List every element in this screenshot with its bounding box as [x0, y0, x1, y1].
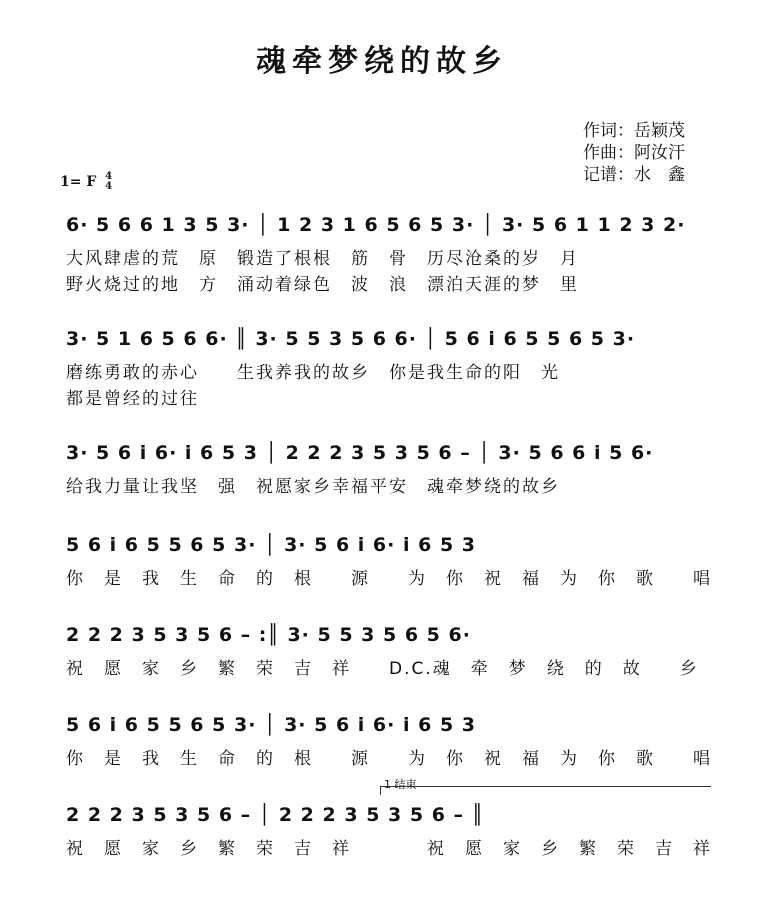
notes-line: 6· 5 6 6 1 3 5 3· │ 1 2 3 1 6 5 6 5 3· │ 3· 5 6 1 1 2 3 2· [66, 214, 686, 236]
time-signature [105, 172, 112, 192]
score-row-1 [0, 210, 764, 302]
lyrics-verse-1: 给我力量让我坚 强 祝愿家乡幸福平安 魂牵梦绕的故乡 [66, 477, 560, 497]
key-signature [60, 172, 112, 192]
score-row-5 [0, 620, 764, 712]
lyrics-verse-1: 你 是 我 生 命 的 根 源 为 你 祝 福 为 你 歌 唱 [66, 569, 712, 589]
credits [583, 120, 685, 186]
lyrics-verse-2: 都是曾经的过往 [66, 389, 199, 409]
key-label: 1= F [60, 174, 97, 190]
score-row-3 [0, 438, 764, 530]
score-row-4 [0, 530, 764, 622]
notes-line: 5 6 i 6 5 5 6 5 3· │ 3· 5 6 i 6· i 6 5 3 [66, 534, 476, 556]
lyrics-verse-1: 磨练勇敢的赤心 生我养我的故乡 你是我生命的阳 光 [66, 363, 560, 383]
time-signature-bottom: 4 [105, 181, 113, 192]
notes-line: 3· 5 6 i 6· i 6 5 3 │ 2 2 2 3 5 3 5 6 – │ 3· 5 6 6 i 5 6· [66, 442, 654, 464]
score-row-7 [0, 800, 764, 892]
song-title: 魂牵梦绕的故乡 [256, 44, 508, 79]
lyrics-verse-1: 你 是 我 生 命 的 根 源 为 你 祝 福 为 你 歌 唱 [66, 749, 712, 769]
notes-line: 3· 5 1 6 5 6 6· ║ 3· 5 5 3 5 6 6· │ 5 6 i 6 5 5 6 5 3· [66, 328, 636, 350]
score-row-2 [0, 324, 764, 416]
time-signature-top: 4 [105, 171, 113, 182]
notes-line: 2 2 2 3 5 3 5 6 – │ 2 2 2 3 5 3 5 6 – ║ [66, 804, 485, 826]
lyrics-verse-1: 祝 愿 家 乡 繁 荣 吉 祥 祝 愿 家 乡 繁 荣 吉 祥 [66, 839, 712, 859]
notes-line: 2 2 2 3 5 3 5 6 – :║ 3· 5 5 3 5 6 5 6· [66, 624, 471, 646]
lyrics-verse-1: 大风肆虐的荒 原 锻造了根根 筋 骨 历尽沧桑的岁 月 [66, 249, 579, 269]
lyrics-verse-1: 祝 愿 家 乡 繁 荣 吉 祥 D.C.魂 牵 梦 绕 的 故 乡 [66, 659, 699, 679]
notes-line: 5 6 i 6 5 5 6 5 3· │ 3· 5 6 i 6· i 6 5 3 [66, 714, 476, 736]
first-ending-bracket [380, 786, 711, 795]
notation-credit: 记谱：水 鑫 [583, 165, 685, 185]
lyrics-verse-2: 野火烧过的地 方 涌动着绿色 波 浪 漂泊天涯的梦 里 [66, 275, 579, 295]
lyricist: 作词：岳颖茂 [583, 121, 685, 141]
first-ending-label: 1 结束 [384, 778, 417, 791]
composer: 作曲：阿汝汗 [583, 143, 685, 163]
